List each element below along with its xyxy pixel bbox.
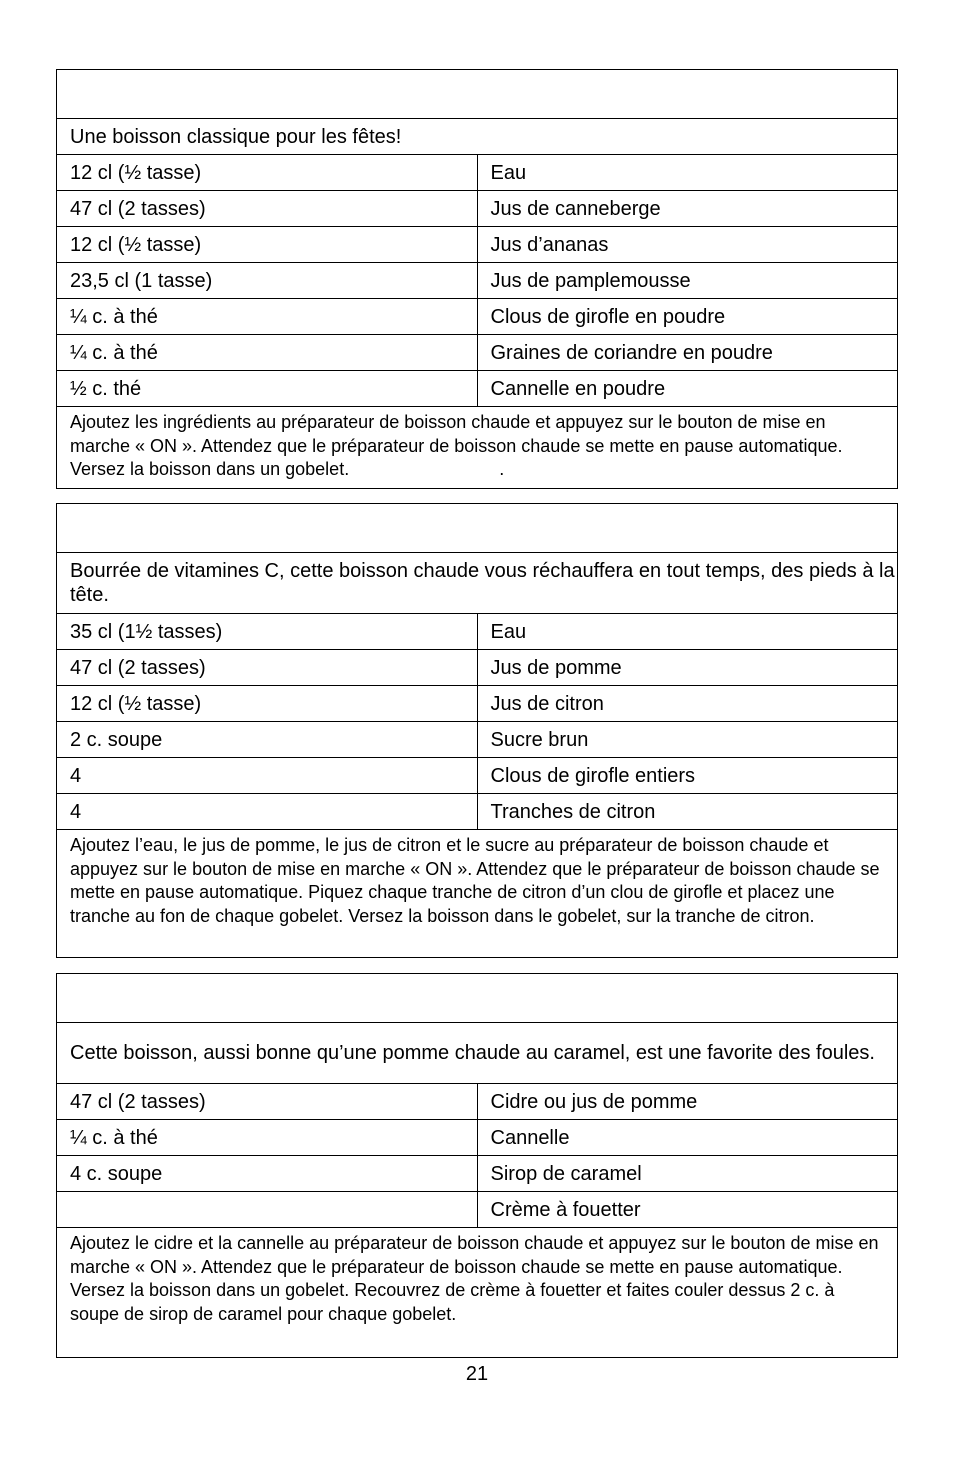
recipe-instructions: Ajoutez le cidre et la cannelle au préparateur de boisson chaude et appuyez sur le bouton de mise en marche « ON ». Attendez que le préparateur de boisson chaude se mette en pause automatique. Versez la boisson dans un gobelet. Recouvrez de crème à fouetter et faites couler dessus 2 c. à soupe de sirop de caramel pour chaque gobelet. [57, 1228, 898, 1358]
recipe-instructions: Ajoutez les ingrédients au préparateur de boisson chaude et appuyez sur le bouton de mise en marche « ON ». Attendez que le préparateur de boisson chaude se mette en pause automatique. Versez la boisson dans un gobelet. . [57, 407, 898, 489]
ingredient-name: Jus de pomme [477, 650, 898, 686]
ingredient-quantity: 2 c. soupe [57, 722, 478, 758]
recipe-table-1 [56, 69, 898, 489]
ingredient-quantity: 12 cl (½ tasse) [57, 227, 478, 263]
ingredient-name: Clous de girofle en poudre [477, 299, 898, 335]
ingredient-name: Crème à fouetter [477, 1192, 898, 1228]
ingredient-quantity: 4 c. soupe [57, 1156, 478, 1192]
ingredient-quantity: 47 cl (2 tasses) [57, 1084, 478, 1120]
ingredient-name: Jus de pamplemousse [477, 263, 898, 299]
ingredient-row [57, 155, 898, 191]
ingredient-row [57, 227, 898, 263]
ingredient-row [57, 1156, 898, 1192]
ingredient-name: Eau [477, 614, 898, 650]
ingredient-name: Jus de canneberge [477, 191, 898, 227]
ingredient-quantity: ½ c. thé [57, 371, 478, 407]
recipe-title [57, 974, 898, 1023]
ingredient-name: Sucre brun [477, 722, 898, 758]
recipe-description: Une boisson classique pour les fêtes! [57, 119, 898, 155]
ingredient-name: Jus de citron [477, 686, 898, 722]
ingredient-row [57, 1120, 898, 1156]
ingredient-quantity: 47 cl (2 tasses) [57, 650, 478, 686]
ingredient-name: Jus d’ananas [477, 227, 898, 263]
ingredient-name: Graines de coriandre en poudre [477, 335, 898, 371]
ingredient-name: Sirop de caramel [477, 1156, 898, 1192]
ingredient-quantity: 12 cl (½ tasse) [57, 155, 478, 191]
ingredient-row [57, 1084, 898, 1120]
ingredient-name: Eau [477, 155, 898, 191]
ingredient-name: Cannelle [477, 1120, 898, 1156]
ingredient-name: Cannelle en poudre [477, 371, 898, 407]
ingredient-quantity: 23,5 cl (1 tasse) [57, 263, 478, 299]
recipe-description: Bourrée de vitamines C, cette boisson chaude vous réchauffera en tout temps, des pieds à la tête. [57, 553, 898, 614]
ingredient-quantity [57, 1192, 478, 1228]
ingredient-quantity: 4 [57, 794, 478, 830]
ingredient-row [57, 191, 898, 227]
ingredient-row [57, 335, 898, 371]
ingredient-quantity: 4 [57, 758, 478, 794]
ingredient-quantity: ¼ c. à thé [57, 335, 478, 371]
ingredient-quantity: 47 cl (2 tasses) [57, 191, 478, 227]
ingredient-row [57, 371, 898, 407]
ingredient-quantity: ¼ c. à thé [57, 1120, 478, 1156]
recipe-title [57, 70, 898, 119]
ingredient-row [57, 758, 898, 794]
ingredient-quantity: ¼ c. à thé [57, 299, 478, 335]
ingredient-name: Tranches de citron [477, 794, 898, 830]
recipe-title [57, 504, 898, 553]
ingredient-row [57, 1192, 898, 1228]
ingredient-quantity: 35 cl (1½ tasses) [57, 614, 478, 650]
ingredient-quantity: 12 cl (½ tasse) [57, 686, 478, 722]
recipe-instructions: Ajoutez l’eau, le jus de pomme, le jus de citron et le sucre au préparateur de boisson chaude et appuyez sur le bouton de mise en marche « ON ». Attendez que le préparateur de boisson chaude se mette en pause automatique. Piquez chaque tranche de citron d’un clou de girofle et placez une tranche au fon de chaque gobelet. Versez la boisson dans le gobelet, sur la tranche de citron. [57, 830, 898, 958]
ingredient-name: Cidre ou jus de pomme [477, 1084, 898, 1120]
recipe-table-3 [56, 973, 898, 1358]
ingredient-row [57, 686, 898, 722]
recipe-description: Cette boisson, aussi bonne qu’une pomme chaude au caramel, est une favorite des foules. [57, 1023, 898, 1084]
ingredient-name: Clous de girofle entiers [477, 758, 898, 794]
recipe-table-2 [56, 503, 898, 958]
ingredient-row [57, 263, 898, 299]
ingredient-row [57, 794, 898, 830]
ingredient-row [57, 650, 898, 686]
ingredient-row [57, 299, 898, 335]
page-number: 21 [465, 1363, 489, 1385]
ingredient-row [57, 614, 898, 650]
ingredient-row [57, 722, 898, 758]
